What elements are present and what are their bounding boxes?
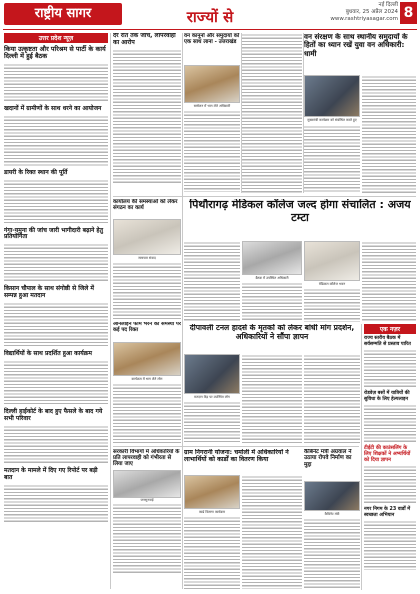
col2-photo-2 — [113, 342, 181, 376]
col2-photo-1 — [113, 219, 181, 255]
right-side-body-1 — [364, 349, 416, 389]
left-column-header: उत्तर प्रदेश न्यूज़ — [4, 33, 108, 43]
col2-divider — [182, 33, 183, 589]
col2-mid-body — [113, 262, 181, 320]
mid-banner — [184, 324, 360, 352]
center-caption-2: मेडिकल कॉलेज भवन — [318, 282, 346, 286]
center-headline: पिथौरागढ़ मेडिकल कॉलेज जल्द होगा संचालित : अजय टम्टा — [189, 199, 411, 224]
left-article-1-body — [4, 63, 108, 103]
mid-banner-headline: दीपावली टनल हादसे के मृतकों को लेकर बांधी मांग प्रदर्शन, अधिकारियों ने सौंपा ज्ञापन — [189, 324, 355, 341]
mid-banner-body-1 — [184, 401, 240, 443]
left-article-7-body — [4, 425, 108, 465]
col2-mid-body-lines — [113, 262, 181, 320]
row-divider-2 — [113, 446, 359, 447]
masthead — [0, 0, 420, 30]
col2-top-body — [113, 49, 181, 184]
center-body-2 — [242, 282, 302, 322]
section-badge: राष्ट्रीय सागर — [4, 3, 122, 25]
col3-divider — [241, 33, 242, 193]
bottom-left-article — [113, 449, 181, 589]
right-side-body-3 — [364, 465, 416, 505]
center-body-2-lines — [242, 282, 302, 322]
right-top-caption: मुख्यमंत्री कार्यक्रम को संबोधित करते हुए — [307, 118, 357, 122]
left-article-3-headline: डायरी के रिक्त स्थान की पूर्ति — [4, 168, 68, 176]
col2-lower — [113, 322, 181, 340]
bottom-mid-body-1 — [184, 516, 240, 589]
bottom-right-headline: कैबिनेट मंत्री अग्रवाल ने उठाया रोपवे निर्माण का मुद्दा — [304, 449, 352, 468]
center-body-3 — [304, 288, 360, 322]
col2-caption-2: कार्यक्रम में भाग लेते लोग — [131, 377, 163, 381]
col2-lower-headline: ऑनलाइन फॉर्म भरने की समस्या पर कई पद रिक्त — [113, 322, 181, 333]
right-column-divider — [361, 324, 362, 590]
col4-body-lines — [242, 33, 302, 193]
left-article-1-headline: किया उत्कृष्टता और परिश्रम से पार्टी के कार्य दिल्ली में हुई बैठक — [4, 45, 106, 61]
right-side-header: एक नज़र — [364, 324, 416, 334]
right-top-lead — [304, 33, 416, 73]
bottom-mid-headline: ग्राम निगरानी योजना: चमोली में अधिकारियों ने लाभार्थियों को कार्डों का वितरण किया — [184, 449, 289, 464]
right-top-body-2 — [304, 125, 360, 193]
right-side-headline-3: टीईटी की काउंसलिंग के लिए शिक्षकों ने अभ्यर्थियों को दिया ज्ञापन — [364, 445, 411, 463]
page-number: 8 — [400, 2, 417, 24]
bottom-mid-body-1-lines — [184, 516, 240, 589]
right-side-body-2 — [364, 404, 416, 444]
left-article-4-body — [4, 243, 108, 283]
right-top-body — [362, 75, 416, 193]
left-article-2-body — [4, 115, 108, 167]
masthead-meta — [308, 2, 398, 23]
left-article-7-headline: दिल्ली हाईकोर्ट के बाद हुए फैसले के बाद गये सभी परिवार — [4, 407, 103, 422]
col2-lower-body — [113, 383, 181, 443]
bottom-right-article — [304, 449, 360, 479]
left-article-8-body — [4, 484, 108, 524]
col3-photo-1 — [184, 65, 240, 103]
center-lead — [184, 199, 416, 239]
mid-banner-photo — [184, 354, 240, 394]
right-top-body-lines — [362, 75, 416, 193]
right-side-headline-2: रोडवेज़ बसों में यात्रियों की सुविधा के लिए हेल्पलाइन — [364, 391, 410, 402]
col3-top-headline: वन कानूनों और समुदायों को एक साथ लाना - उत्तराखंड — [184, 33, 240, 46]
masthead-city: नई दिल्ली — [378, 2, 398, 8]
bottom-left-headline: सरकारी विभागों में अधिकारियों के प्रति लापरवाही को गंभीरता से लिया जाए — [113, 449, 180, 468]
bottom-mid-article — [184, 449, 302, 473]
page-section-title: राज्यों से — [186, 8, 234, 26]
masthead-rule — [3, 29, 417, 30]
col2-top — [113, 33, 181, 193]
right-top-photo — [304, 75, 360, 117]
right-top-body-lines-2 — [304, 125, 360, 193]
bottom-mid-body-2 — [242, 475, 302, 589]
bottom-right-caption: कैबिनेट मंत्री — [324, 512, 340, 516]
col2-top-headline: देर रात तक जांच, लापरवाही का आरोप — [113, 33, 176, 46]
left-article-5-headline: किसान चौपाल के साथ संगोष्ठी से जिले में सम्पन्न हुआ मतदान — [4, 285, 94, 300]
masthead-date: बुधवार, 25 अप्रैल 2024 — [345, 9, 398, 15]
mid-banner-body-3 — [304, 354, 360, 443]
bottom-right-photo — [304, 481, 360, 511]
center-body-3-lines — [304, 288, 360, 322]
row-divider-1 — [113, 196, 416, 197]
column-divider — [110, 33, 111, 589]
col2-mid — [113, 199, 181, 217]
col4-body — [242, 33, 302, 193]
col3-top — [184, 33, 240, 63]
left-article-5-body — [4, 302, 108, 348]
bottom-left-photo — [113, 470, 181, 498]
mid-banner-body-2 — [242, 354, 302, 443]
center-body-4 — [362, 241, 416, 321]
col2-lower-body-lines — [113, 383, 181, 443]
center-body-1 — [184, 241, 240, 321]
col2-mid-headline: कार्यालय की समस्याओं को लेकर संगठन का कार्य — [113, 199, 178, 212]
mid-banner-body-3-lines — [304, 354, 360, 443]
col3-caption-2: मतदान केंद्र पर उपस्थित लोग — [194, 395, 230, 399]
right-side-headline-4: नगर निगम के 23 वार्डों में स्वच्छता अभियान — [364, 507, 411, 518]
col2-caption-1: समाचार संवाद — [138, 256, 156, 260]
col4-divider — [303, 33, 304, 193]
right-top-headline: वन संरक्षण के साथ स्थानीय समुदायों के हितों का ध्यान रखें युवा वन अधिकारी: धामी — [304, 33, 408, 58]
bottom-mid-body-2-lines — [242, 475, 302, 589]
bottom-right-body-lines — [304, 518, 360, 589]
col3-body-lines — [184, 110, 240, 192]
bottom-left-body — [113, 503, 181, 573]
center-photo-2 — [304, 241, 360, 281]
left-article-2-headline: खदानों में ग्रामीणों के साथ धरने का आयोजन — [4, 104, 102, 112]
left-article-4-headline: गंगा-यमुना की जांच जारी भागीदारी बढ़ाने हेतु प्रतियोगिता — [4, 226, 104, 241]
center-body-4-lines — [362, 241, 416, 321]
right-side-column — [364, 324, 416, 589]
right-side-body-4 — [364, 520, 416, 570]
masthead-website: www.rashtriyasagar.com — [330, 16, 398, 22]
bottom-mid-photo — [184, 475, 240, 509]
bottom-right-body — [304, 518, 360, 589]
col3-caption-1: सम्मेलन में भाग लेते अधिकारी — [193, 104, 231, 108]
center-caption-1: बैठक में उपस्थित अधिकारी — [255, 276, 289, 280]
col3-body — [184, 110, 240, 192]
center-body-1-lines — [184, 241, 240, 321]
left-article-6-headline: विद्यार्थियों के साथ प्रदर्शित हुआ कार्यक्रम — [4, 350, 92, 358]
left-article-3-body — [4, 179, 108, 225]
center-photo-1 — [242, 241, 302, 275]
left-column — [4, 33, 108, 589]
bottom-mid-caption: कार्ड वितरण कार्यक्रम — [198, 510, 226, 514]
mid-banner-body-1-lines — [184, 401, 240, 443]
bottom-left-caption: जनसुनवाई — [140, 497, 154, 502]
left-article-6-body — [4, 360, 108, 406]
left-article-8-headline: मतदान के मामले में दिए गए रिपोर्ट पर बड़ी बात — [4, 466, 98, 481]
right-side-headline-1: राज्य स्तरीय बैठक में सर्वसम्मति से प्रस्ताव पारित — [364, 336, 411, 347]
mid-banner-body-2-lines — [242, 354, 302, 443]
